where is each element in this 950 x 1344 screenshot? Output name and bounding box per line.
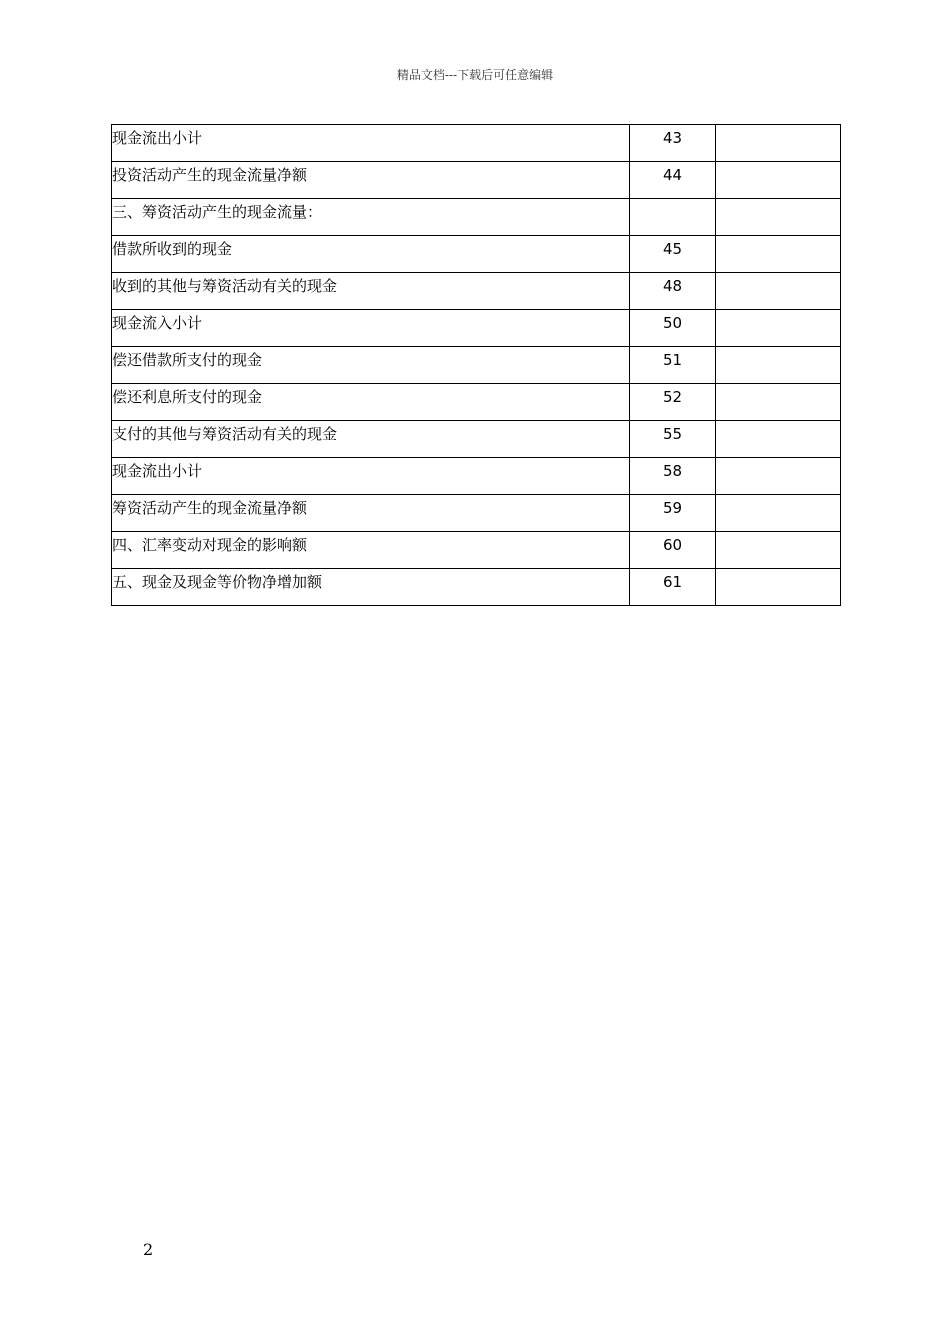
row-item-label: 投资活动产生的现金流量净额: [112, 162, 630, 199]
row-item-label: 五、现金及现金等价物净增加额: [112, 569, 630, 606]
row-item-label: 四、汇率变动对现金的影响额: [112, 532, 630, 569]
table-row: [112, 569, 841, 606]
row-line-number: 58: [630, 458, 716, 495]
row-item-label: 偿还借款所支付的现金: [112, 347, 630, 384]
page-number: 2: [143, 1240, 154, 1259]
row-amount-cell: [716, 199, 841, 236]
table-row: [112, 199, 841, 236]
row-item-label: 现金流入小计: [112, 310, 630, 347]
table-row: [112, 310, 841, 347]
row-line-number: 52: [630, 384, 716, 421]
page-header: 精品文档---下载后可任意编辑: [396, 68, 554, 82]
row-amount-cell: [716, 458, 841, 495]
row-line-number: 44: [630, 162, 716, 199]
row-amount-cell: [716, 421, 841, 458]
row-line-number: 55: [630, 421, 716, 458]
row-line-number: 43: [630, 125, 716, 162]
table-row: [112, 421, 841, 458]
row-item-label: 支付的其他与筹资活动有关的现金: [112, 421, 630, 458]
table-row: [112, 495, 841, 532]
row-item-label: 三、筹资活动产生的现金流量：: [112, 199, 630, 236]
row-line-number: 59: [630, 495, 716, 532]
row-item-label: 现金流出小计: [112, 458, 630, 495]
row-amount-cell: [716, 532, 841, 569]
row-item-label: 筹资活动产生的现金流量净额: [112, 495, 630, 532]
table-row: [112, 384, 841, 421]
row-item-label: 现金流出小计: [112, 125, 630, 162]
row-amount-cell: [716, 236, 841, 273]
row-amount-cell: [716, 125, 841, 162]
row-item-label: 收到的其他与筹资活动有关的现金: [112, 273, 630, 310]
row-line-number: [630, 199, 716, 236]
table-row: [112, 162, 841, 199]
table-row: [112, 236, 841, 273]
row-line-number: 51: [630, 347, 716, 384]
row-amount-cell: [716, 495, 841, 532]
row-amount-cell: [716, 162, 841, 199]
table-row: [112, 458, 841, 495]
row-amount-cell: [716, 310, 841, 347]
row-amount-cell: [716, 569, 841, 606]
table-body: [112, 125, 841, 606]
row-amount-cell: [716, 347, 841, 384]
table-row: [112, 347, 841, 384]
table-row: [112, 273, 841, 310]
row-line-number: 60: [630, 532, 716, 569]
row-line-number: 61: [630, 569, 716, 606]
table-row: [112, 125, 841, 162]
row-item-label: 借款所收到的现金: [112, 236, 630, 273]
row-amount-cell: [716, 384, 841, 421]
cash-flow-table: [111, 124, 841, 606]
row-amount-cell: [716, 273, 841, 310]
row-line-number: 50: [630, 310, 716, 347]
row-line-number: 48: [630, 273, 716, 310]
row-item-label: 偿还利息所支付的现金: [112, 384, 630, 421]
row-line-number: 45: [630, 236, 716, 273]
table-row: [112, 532, 841, 569]
